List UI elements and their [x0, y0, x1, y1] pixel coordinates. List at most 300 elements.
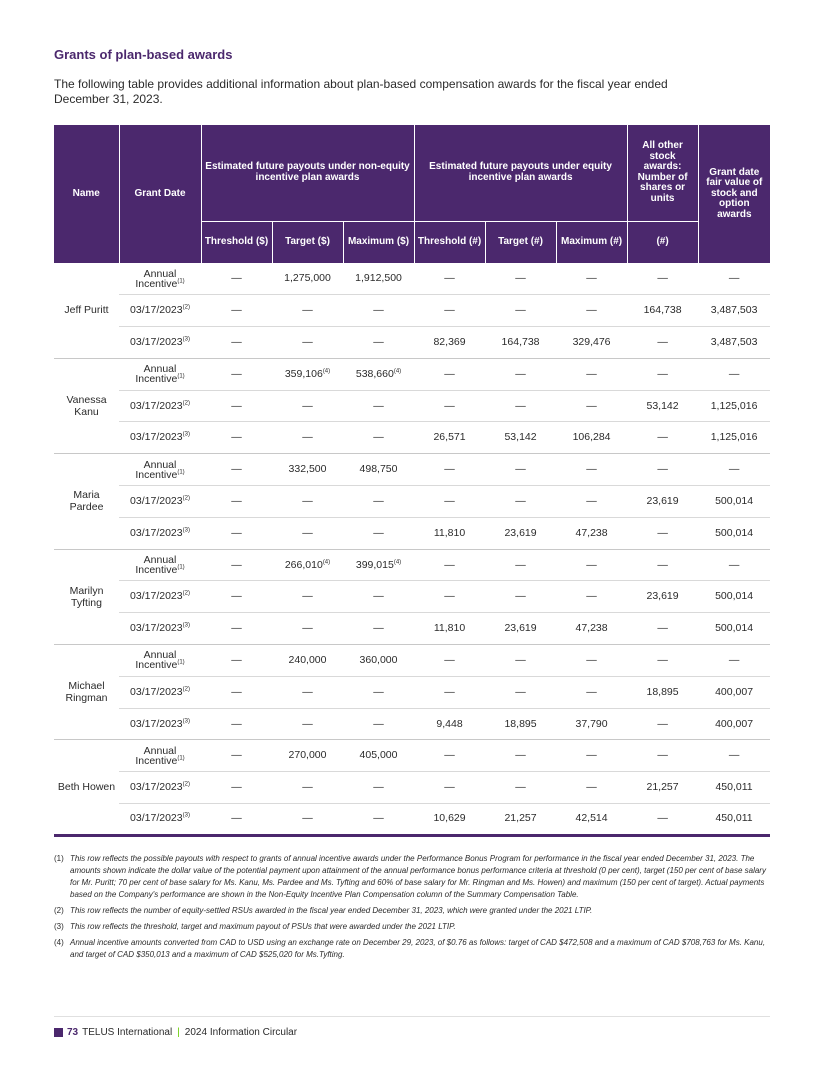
value-text: —	[231, 590, 242, 603]
value-text: —	[231, 558, 242, 571]
value-cell	[414, 358, 485, 390]
value-text: —	[657, 335, 668, 348]
footnote-ref: (3)	[182, 718, 190, 725]
footnote	[54, 905, 770, 917]
value-text: —	[657, 272, 668, 285]
value-text: —	[515, 558, 526, 571]
value-cell	[698, 454, 770, 486]
footnote-ref: (4)	[322, 559, 331, 566]
value-text: —	[657, 463, 668, 476]
value-cell	[201, 804, 272, 836]
value-cell	[272, 517, 343, 549]
grant-date-text: Annual Incentive	[135, 744, 178, 767]
value-cell	[343, 295, 414, 327]
footnote-number: (2)	[54, 905, 64, 915]
value-cell	[698, 263, 770, 295]
value-text: —	[728, 463, 740, 476]
footnote	[54, 921, 770, 933]
grant-date-text: 03/17/2023	[130, 685, 183, 698]
grant-date-cell	[119, 772, 201, 804]
value-cell	[272, 581, 343, 613]
grant-date-text: Annual Incentive	[135, 458, 178, 481]
value-cell	[343, 645, 414, 677]
value-text: —	[373, 399, 384, 412]
executive-name: Marilyn Tyfting	[54, 549, 119, 644]
value-text: —	[231, 431, 242, 444]
value-text: 164,738	[501, 335, 540, 348]
grant-date-text: 03/17/2023	[130, 335, 183, 348]
value-text: —	[373, 335, 384, 348]
value-cell	[272, 295, 343, 327]
value-text: —	[302, 431, 313, 444]
value-cell	[343, 740, 414, 772]
value-text: 42,514	[575, 812, 608, 825]
value-text: —	[444, 749, 455, 762]
value-text: —	[586, 367, 597, 380]
value-text: —	[302, 781, 313, 794]
header-fair-value: Grant date fair value of stock and option awards	[698, 125, 770, 263]
value-cell	[627, 676, 698, 708]
value-cell	[343, 327, 414, 359]
value-text: —	[302, 399, 313, 412]
value-cell	[201, 517, 272, 549]
table-row	[54, 390, 770, 422]
value-cell	[485, 517, 556, 549]
value-cell	[556, 295, 627, 327]
value-text: —	[444, 367, 455, 380]
value-cell	[627, 645, 698, 677]
value-text: 1,125,016	[710, 431, 758, 444]
value-text: 21,257	[504, 812, 537, 825]
value-text: —	[444, 558, 455, 571]
grant-date-cell	[119, 454, 201, 486]
value-cell	[272, 263, 343, 295]
value-text: —	[586, 749, 597, 762]
value-cell	[485, 613, 556, 645]
value-cell	[343, 390, 414, 422]
value-cell	[414, 454, 485, 486]
value-text: —	[586, 590, 597, 603]
value-text: 23,619	[504, 622, 537, 635]
executive-name: Vanessa Kanu	[54, 358, 119, 453]
value-text: —	[586, 399, 597, 412]
value-cell	[698, 327, 770, 359]
value-cell	[343, 517, 414, 549]
value-cell	[272, 422, 343, 454]
value-cell	[556, 613, 627, 645]
executive-name: Jeff Puritt	[54, 263, 119, 358]
value-text: —	[586, 272, 597, 285]
footnote	[54, 937, 770, 961]
value-text: —	[515, 463, 526, 476]
value-cell	[627, 422, 698, 454]
value-text: —	[586, 685, 597, 698]
value-cell	[627, 486, 698, 518]
footnotes	[54, 853, 770, 961]
value-text: —	[373, 590, 384, 603]
value-text: 26,571	[433, 431, 466, 444]
executive-name: Beth Howen	[54, 740, 119, 835]
value-text: —	[444, 781, 455, 794]
footnote-ref: (4)	[393, 559, 402, 566]
value-cell	[698, 740, 770, 772]
grant-date-cell	[119, 295, 201, 327]
value-text: —	[302, 685, 313, 698]
value-text: —	[586, 558, 597, 571]
footer-company: TELUS International	[82, 1027, 173, 1038]
value-text: —	[728, 558, 740, 571]
footnote-text: This row reflects the possible payouts with respect to grants of annual incentive awards under the Performance Bonus Program for performance in the fiscal year ended December 31, 2023. The amounts shown indicate the dollar value of the potential payment upon attainment of the annual performance bonus performance criteria at threshold (0 per cent), target (150 per cent of base salary for Mr. Puritt; 70 per cent of base salary for Ms. Kanu, Ms. Pardee and Ms. Tyfting and 60% of base salary for Mr. Ringman and Ms. Howen) and maximum (150 per cent of target). Actual payments based on the Company's performance are shown in the Non-Equity Incentive Plan Compensation column of the Summary Compensation Table.	[70, 853, 766, 899]
header-equity-group: Estimated future payouts under equity incentive plan awards	[414, 125, 627, 221]
value-text: —	[657, 622, 668, 635]
footer-document: 2024 Information Circular	[184, 1027, 298, 1038]
footnote-number: (4)	[54, 937, 64, 947]
footer-separator: |	[177, 1027, 180, 1038]
value-text: —	[515, 685, 526, 698]
value-cell	[414, 327, 485, 359]
grant-date-text: 03/17/2023	[130, 526, 183, 539]
value-cell	[343, 708, 414, 740]
grant-date-text: 03/17/2023	[130, 781, 183, 794]
value-cell	[343, 358, 414, 390]
footnote-ref: (4)	[322, 368, 331, 375]
value-cell	[556, 486, 627, 518]
grant-date-text: 03/17/2023	[130, 622, 183, 635]
value-cell	[272, 390, 343, 422]
value-cell	[414, 581, 485, 613]
value-cell	[201, 263, 272, 295]
value-text: —	[373, 304, 384, 317]
table-row	[54, 676, 770, 708]
value-text: 500,014	[715, 590, 754, 603]
value-text: —	[515, 781, 526, 794]
value-text: 9,448	[436, 717, 463, 730]
value-text: —	[231, 494, 242, 507]
value-text: 450,011	[715, 812, 753, 825]
value-text: 270,000	[288, 749, 327, 762]
footnote-ref: (1)	[177, 564, 185, 571]
table-row	[54, 422, 770, 454]
table-row	[54, 613, 770, 645]
value-cell	[556, 581, 627, 613]
value-text: —	[515, 399, 526, 412]
footnote-number: (1)	[54, 853, 64, 863]
value-cell	[698, 613, 770, 645]
footnote-ref: (1)	[177, 755, 185, 762]
value-text: 21,257	[646, 781, 679, 794]
value-cell	[556, 645, 627, 677]
value-cell	[627, 263, 698, 295]
value-cell	[627, 708, 698, 740]
header-threshold-num: Threshold (#)	[414, 221, 485, 263]
grant-date-cell	[119, 486, 201, 518]
footnote-ref: (2)	[182, 781, 190, 788]
grant-date-cell	[119, 263, 201, 295]
value-text: 23,619	[646, 590, 679, 603]
value-text: 164,738	[643, 304, 682, 317]
value-text: —	[515, 494, 526, 507]
footnote-ref: (2)	[182, 686, 190, 693]
value-text: —	[373, 494, 384, 507]
value-cell	[343, 772, 414, 804]
value-text: 500,014	[715, 622, 754, 635]
value-text: —	[657, 367, 668, 380]
value-cell	[201, 327, 272, 359]
value-cell	[698, 390, 770, 422]
page	[54, 47, 770, 965]
footer-divider	[54, 1016, 770, 1017]
value-text: 47,238	[575, 622, 608, 635]
value-cell	[698, 676, 770, 708]
value-text: —	[586, 494, 597, 507]
value-text: —	[231, 685, 242, 698]
value-text: —	[728, 749, 740, 762]
value-cell	[414, 645, 485, 677]
value-cell	[627, 613, 698, 645]
value-cell	[698, 708, 770, 740]
value-cell	[698, 645, 770, 677]
footnote-ref: (1)	[177, 373, 185, 380]
value-cell	[343, 454, 414, 486]
footnote	[54, 853, 770, 901]
value-cell	[485, 327, 556, 359]
value-cell	[272, 804, 343, 836]
value-cell	[698, 772, 770, 804]
value-cell	[414, 676, 485, 708]
value-text: —	[515, 590, 526, 603]
value-cell	[627, 295, 698, 327]
value-cell	[698, 422, 770, 454]
footnote-ref: (2)	[182, 400, 190, 407]
grant-date-cell	[119, 549, 201, 581]
awards-table-body	[54, 263, 770, 835]
value-cell	[485, 708, 556, 740]
executive-name: Michael Ringman	[54, 645, 119, 740]
table-row	[54, 581, 770, 613]
header-target-num: Target (#)	[485, 221, 556, 263]
value-cell	[485, 804, 556, 836]
value-text: 400,007	[715, 717, 754, 730]
grant-date-text: 03/17/2023	[130, 717, 183, 730]
value-text: 11,810	[433, 622, 466, 635]
value-cell	[201, 295, 272, 327]
value-cell	[343, 804, 414, 836]
footer-brand-square	[54, 1028, 63, 1037]
grant-date-cell	[119, 517, 201, 549]
value-cell	[556, 327, 627, 359]
value-text: —	[515, 653, 526, 666]
value-cell	[414, 422, 485, 454]
value-text: —	[728, 653, 740, 666]
table-row	[54, 772, 770, 804]
grant-date-cell	[119, 708, 201, 740]
value-cell	[556, 708, 627, 740]
footnote-text: This row reflects the number of equity-settled RSUs awarded in the fiscal year ended December 31, 2023, which were granted under the 2021 LTIP.	[70, 905, 593, 915]
table-row	[54, 645, 770, 677]
grant-date-cell	[119, 645, 201, 677]
value-text: —	[373, 431, 384, 444]
value-cell	[627, 517, 698, 549]
grant-date-text: Annual Incentive	[135, 554, 178, 577]
value-text: 18,895	[504, 717, 537, 730]
value-cell	[414, 740, 485, 772]
value-text: 400,007	[715, 685, 754, 698]
value-text: —	[302, 526, 313, 539]
value-text: —	[657, 749, 668, 762]
value-cell	[272, 676, 343, 708]
value-text: 360,000	[359, 653, 398, 666]
value-text: —	[657, 717, 668, 730]
footnote-number: (3)	[54, 921, 64, 931]
value-text: —	[231, 463, 242, 476]
value-cell	[201, 358, 272, 390]
value-text: 47,238	[575, 526, 608, 539]
footnote-text: Annual incentive amounts converted from CAD to USD using an exchange rate on December 29, 2023, of $0.76 as follows: target of CAD $472,508 and a maximum of CAD $708,763 for Ms. Kanu, and target of CAD $350,013 and a maximum of CAD $525,020 for Ms.Tyfting.	[70, 937, 766, 959]
value-text: —	[231, 717, 242, 730]
value-cell	[272, 486, 343, 518]
value-cell	[556, 549, 627, 581]
value-cell	[414, 772, 485, 804]
grant-date-cell	[119, 613, 201, 645]
value-text: —	[586, 653, 597, 666]
value-text: —	[231, 812, 242, 825]
grant-date-text: 03/17/2023	[130, 399, 183, 412]
value-cell	[201, 708, 272, 740]
value-text: 53,142	[504, 431, 537, 444]
header-name: Name	[54, 125, 119, 263]
value-cell	[272, 772, 343, 804]
value-text: 405,000	[359, 749, 398, 762]
value-text: —	[444, 685, 455, 698]
value-text: —	[586, 781, 597, 794]
value-cell	[627, 740, 698, 772]
value-text: 359,106	[284, 367, 323, 380]
value-cell	[556, 390, 627, 422]
table-row	[54, 517, 770, 549]
value-cell	[343, 549, 414, 581]
table-row	[54, 740, 770, 772]
value-cell	[414, 708, 485, 740]
value-cell	[414, 549, 485, 581]
value-cell	[343, 676, 414, 708]
value-cell	[485, 263, 556, 295]
value-cell	[343, 581, 414, 613]
value-text: —	[515, 272, 526, 285]
footnote-ref: (2)	[182, 304, 190, 311]
value-cell	[556, 772, 627, 804]
value-text: —	[657, 812, 668, 825]
value-cell	[698, 358, 770, 390]
value-text: —	[231, 526, 242, 539]
value-text: —	[444, 399, 455, 412]
value-text: —	[231, 749, 242, 762]
value-cell	[343, 422, 414, 454]
footnote-ref: (3)	[182, 812, 190, 819]
value-cell	[698, 517, 770, 549]
header-maximum-num: Maximum (#)	[556, 221, 627, 263]
grant-date-cell	[119, 581, 201, 613]
table-row	[54, 454, 770, 486]
value-cell	[201, 645, 272, 677]
page-number: 73	[67, 1027, 79, 1038]
header-maximum-usd: Maximum ($)	[343, 221, 414, 263]
value-text: 3,487,503	[710, 335, 758, 348]
grant-date-cell	[119, 676, 201, 708]
value-cell	[201, 613, 272, 645]
footnote-ref: (1)	[177, 469, 185, 476]
value-cell	[414, 263, 485, 295]
value-cell	[343, 486, 414, 518]
value-cell	[627, 358, 698, 390]
table-row	[54, 295, 770, 327]
value-text: 1,912,500	[355, 272, 402, 285]
value-cell	[485, 740, 556, 772]
value-cell	[698, 804, 770, 836]
value-text: —	[373, 685, 384, 698]
value-cell	[272, 708, 343, 740]
value-text: —	[657, 526, 668, 539]
table-row	[54, 549, 770, 581]
value-text: 3,487,503	[710, 304, 758, 317]
header-target-usd: Target ($)	[272, 221, 343, 263]
value-text: 37,790	[575, 717, 608, 730]
value-text: —	[302, 335, 313, 348]
value-text: 1,125,016	[710, 399, 758, 412]
value-text: —	[302, 304, 313, 317]
value-cell	[556, 517, 627, 549]
value-text: —	[515, 749, 526, 762]
value-text: —	[515, 367, 526, 380]
value-cell	[627, 772, 698, 804]
value-cell	[272, 740, 343, 772]
value-text: —	[302, 494, 313, 507]
table-row	[54, 358, 770, 390]
value-cell	[627, 390, 698, 422]
value-cell	[201, 390, 272, 422]
value-cell	[627, 454, 698, 486]
value-cell	[201, 581, 272, 613]
header-shares-num: (#)	[627, 221, 698, 263]
value-cell	[556, 358, 627, 390]
value-cell	[414, 486, 485, 518]
value-cell	[201, 676, 272, 708]
value-cell	[485, 581, 556, 613]
value-text: —	[302, 622, 313, 635]
footnote-ref: (1)	[177, 278, 185, 285]
value-text: —	[231, 335, 242, 348]
value-cell	[485, 676, 556, 708]
footnote-ref: (3)	[182, 336, 190, 343]
grant-date-cell	[119, 327, 201, 359]
value-text: 500,014	[715, 526, 754, 539]
value-text: —	[231, 653, 242, 666]
value-text: —	[302, 590, 313, 603]
value-text: —	[444, 304, 455, 317]
footnote-ref: (4)	[393, 368, 402, 375]
value-cell	[414, 804, 485, 836]
header-grant-date: Grant Date	[119, 125, 201, 263]
footnote-ref: (2)	[182, 590, 190, 597]
value-cell	[556, 263, 627, 295]
table-row	[54, 804, 770, 836]
value-text: 18,895	[646, 685, 679, 698]
value-cell	[343, 613, 414, 645]
table-row	[54, 486, 770, 518]
value-cell	[627, 581, 698, 613]
value-cell	[556, 804, 627, 836]
value-text: 1,275,000	[284, 272, 331, 285]
value-cell	[627, 549, 698, 581]
